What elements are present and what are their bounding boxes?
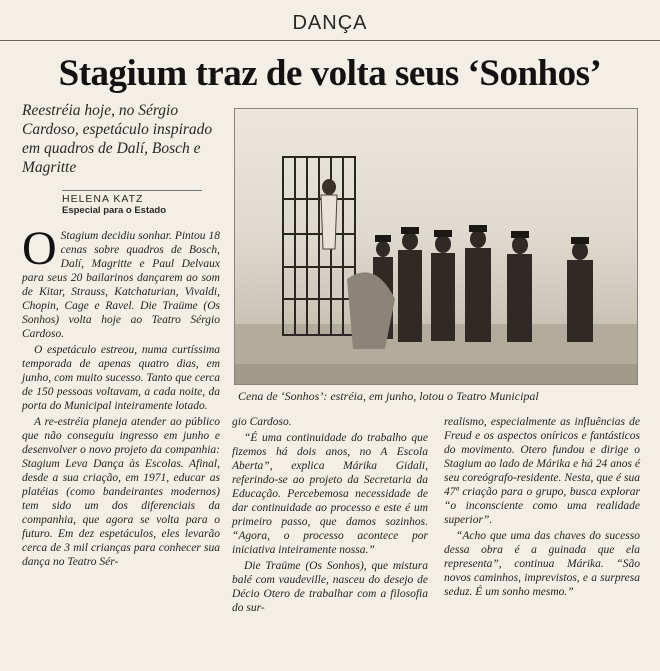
headline: Stagium traz de volta seus ‘Sonhos’	[58, 53, 602, 94]
article-photo	[234, 108, 638, 385]
column-1	[22, 222, 220, 571]
cage-shape	[283, 157, 355, 335]
paragraph: Die Traüme (Os Sonhos), que mistura balé com vaudeville, nasceu do desejo de Décio Otero de trabalhar com a filosofia do sur-	[232, 560, 428, 614]
paragraph: “É uma continuidade do trabalho que fizemos há dois anos, no A Escola Aberta”, explica Márika Gidali, referindo-se ao projeto da Secretaria da Educação. Percebemosa necessidade de dar continuidade ao processo e este é um primeiro passo, que damos sozinhos. “Agora, o processo acontece por iniciativa inteiramente nossa.”	[232, 432, 428, 556]
paragraph: “Acho que uma das chaves do sucesso dessa obra é a guinada que ela representa”, continua Márika. “São novos caminhos, imprevistos, e a surpresa seduz. É um sonho mesmo.”	[444, 530, 640, 598]
column-2	[232, 415, 428, 617]
section-rule	[0, 40, 660, 41]
paragraph-text: Stagium decidiu sonhar. Pintou 18 cenas sobre quadros de Bosch, Dalí, Magritte e Paul Delvaux para seus 20 bailarinos dançarem ao som de Kitar, Strauss, Katchaturian, Vivaldi, Chopin, Cage e Ravel. Die Traüme (Os Sonhos) volta hoje ao Teatro Sérgio Cardoso.	[22, 230, 220, 340]
paragraph: O espetáculo estreou, numa curtíssima temporada de apenas quatro dias, em junho, com muito sucesso. Tanto que cerca de 150 pessoas voltavam, a cada noite, da porta do Municipal inteiramente lotado.	[22, 344, 220, 412]
deck: Reestréia hoje, no Sérgio Cardoso, espetáculo inspirado em quadros de Dalí, Bosch e Magritte	[22, 102, 213, 176]
paragraph: gio Cardoso.	[232, 416, 292, 428]
byline-subtitle: Especial para o Estado	[62, 205, 167, 216]
paragraph: realismo, especialmente as influências de Freud e os aspectos oníricos e fantásticos do movimento. Otero fundou e dirige o Stagium ao lado de Márika e há 24 anos é seu coreógrafo-residente. Nesta, que é sua 47ª criação para o grupo, busca explorar “o inconsciente como uma realidade superior”.	[444, 416, 640, 526]
photo-illustration	[235, 109, 637, 384]
section-label: DANÇA	[292, 12, 368, 34]
drop-cap: O	[22, 222, 57, 275]
column-3	[444, 415, 640, 601]
photo-caption: Cena de ‘Sonhos’: estréia, em junho, lotou o Teatro Municipal	[238, 389, 539, 403]
paragraph: A re-estréia planeja atender ao público que não conseguiu ingresso em junho e desenvolver o novo projeto da companhia: Stagium Leva Dança às Escolas. Afinal, desde a sua criação, em 1971, educar as platéias (como bandeirantes modernos) tem sido um dos diferenciais da companhia, que agora se volta para o futuro. Em dez espetáculos, eles levarão cerca de 3 mil crianças para conhecer sua dança no Teatro Sér-	[22, 416, 220, 568]
byline: HELENA KATZ	[62, 190, 202, 205]
paragraph	[22, 222, 220, 341]
